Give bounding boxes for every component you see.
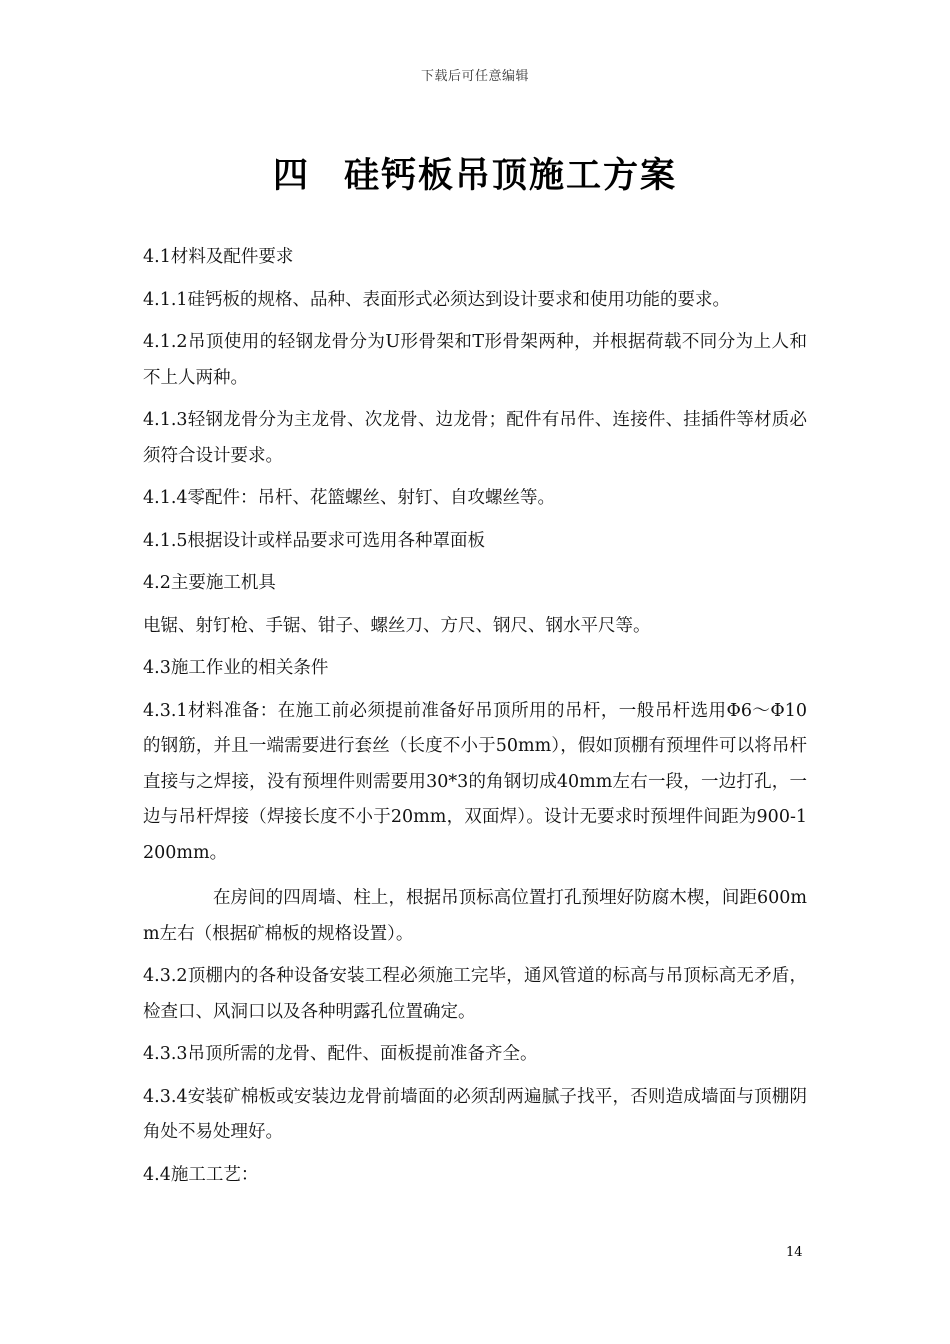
section-heading-4-1: 4.1材料及配件要求 [143,247,294,267]
title-number: 四 [272,155,310,196]
page-title [0,148,950,198]
section-heading-4-2: 4.2主要施工机具 [143,573,276,593]
paragraph-4-1-4: 4.1.4零配件：吊杆、花篮螺丝、射钉、自攻螺丝等。 [143,488,556,508]
paragraph-4-3-2: 4.3.2顶棚内的各种设备安装工程必须施工完毕，通风管道的标高与吊顶标高无矛盾，检查口、风洞口以及各种明露孔位置确定。 [143,966,807,1022]
paragraph-tools: 电锯、射钉枪、手锯、钳子、螺丝刀、方尺、钢尺、钢水平尺等。 [143,615,651,636]
paragraph-4-3-1-continued: 在房间的四周墙、柱上，根据吊顶标高位置打孔预埋好防腐木楔，间距600mm左右（根据矿棉板的规格设置）。 [143,888,807,944]
paragraph-4-1-3: 4.1.3轻钢龙骨分为主龙骨、次龙骨、边龙骨；配件有吊件、连接件、挂插件等材质必须符合设计要求。 [143,410,807,466]
paragraph-4-3-4: 4.3.4安装矿棉板或安装边龙骨前墙面的必须刮两遍腻子找平，否则造成墙面与顶棚阴角处不易处理好。 [143,1086,807,1142]
paragraph-4-3-3: 4.3.3吊顶所需的龙骨、配件、面板提前准备齐全。 [143,1044,538,1064]
paragraph-4-1-5: 4.1.5根据设计或样品要求可选用各种罩面板 [143,530,486,551]
section-heading-4-4: 4.4施工工艺： [143,1164,259,1185]
paragraph-4-1-2: 4.1.2吊顶使用的轻钢龙骨分为U形骨架和T形骨架两种，并根据荷载不同分为上人和不上人两种。 [143,332,807,388]
header-note: 下载后可任意编辑 [420,69,529,84]
paragraph-4-1-1: 4.1.1硅钙板的规格、品种、表面形式必须达到设计要求和使用功能的要求。 [143,289,731,310]
title-text: 硅钙板吊顶施工方案 [344,155,678,196]
paragraph-4-3-1: 4.3.1材料准备：在施工前必须提前准备好吊顶所用的吊杆，一般吊杆选用Φ6～Φ10的钢筋，并且一端需要进行套丝（长度不小于50mm），假如顶棚有预埋件可以将吊杆直接与之焊接，没有预埋件则需要用30*3的角钢切成40mm左右一段，一边打孔，一边与吊杆焊接（焊接长度不小于20mm，双面焊）。设计无要求时预埋件间距为900-1200mm。 [143,700,807,863]
page-number: 14 [786,1245,803,1260]
section-heading-4-3: 4.3施工作业的相关条件 [143,658,329,678]
body-text [143,240,807,1200]
